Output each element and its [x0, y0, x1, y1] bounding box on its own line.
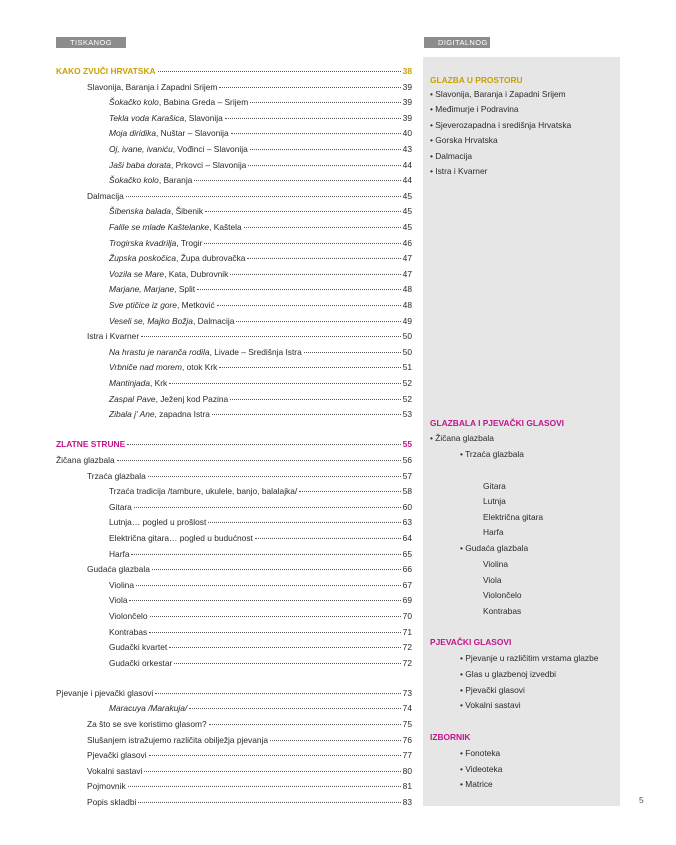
toc-entry-text: , Prkovci – Slavonija — [170, 159, 247, 170]
toc-entry-label — [87, 717, 207, 731]
dot-leader — [212, 414, 401, 415]
toc-entry-title: Trogirska kvadrilja — [109, 237, 177, 248]
toc-entry-label — [109, 204, 203, 218]
toc-page-number: 80 — [402, 765, 412, 776]
toc-entry-title: Šokačko kolo — [109, 175, 159, 186]
toc-entry-text: Žičana glazbala — [56, 454, 115, 465]
toc-page-number: 53 — [402, 409, 412, 420]
dot-leader — [205, 211, 401, 212]
toc-page-number: 71 — [402, 626, 412, 637]
toc-entry-title: Šibenska balada — [109, 206, 171, 217]
toc-entry-text: , Trogir — [176, 237, 203, 248]
toc-entry-text: Slušanjem istražujemo različita obilježja pjevanja — [87, 734, 269, 745]
toc-page-number: 45 — [402, 190, 412, 201]
toc-entry-text: , Livade – Središnja Istra — [209, 346, 302, 357]
toc-entry-label — [109, 515, 206, 529]
toc-entry-text: Trzaća tradicija /tambure, ukulele, banjo, balalajka/ — [109, 486, 298, 497]
dot-leader — [158, 71, 401, 72]
toc-entry-label — [87, 748, 147, 762]
toc-entry-label — [109, 376, 167, 390]
toc-entry — [56, 158, 412, 172]
panel-section-heading: IZBORNIK — [430, 732, 471, 742]
toc-entry-text: Električna gitara… pogled u budućnost — [109, 532, 253, 543]
toc-entry-text: , Dalmacija — [192, 315, 235, 326]
dot-leader — [209, 724, 401, 725]
toc-entry-text: Popis skladbi — [87, 797, 137, 807]
toc-entry-text: Istra i Kvarner — [87, 331, 140, 342]
panel-list-item[interactable]: • Trzaća glazbala — [460, 449, 524, 459]
toc-entry-label — [109, 484, 297, 498]
toc-entry — [56, 609, 412, 623]
toc-entry-label — [109, 500, 132, 514]
toc-page-number: 52 — [402, 378, 412, 388]
panel-list-item[interactable]: • Dalmacija — [430, 151, 473, 161]
dot-leader — [250, 102, 400, 103]
toc-page-number: 49 — [402, 315, 412, 326]
toc-entry-label — [87, 562, 150, 576]
toc-entry — [56, 578, 412, 592]
toc-entry — [56, 484, 412, 498]
toc-entry — [56, 282, 412, 296]
toc-entry — [56, 236, 412, 250]
print-section-tag: TISKANOG — [56, 37, 126, 48]
panel-section-heading: PJEVAČKI GLASOVI — [430, 637, 512, 647]
toc-page-number: 48 — [402, 300, 412, 310]
toc-entry — [56, 531, 412, 545]
toc-entry — [56, 189, 412, 203]
panel-list-item[interactable]: Gitara — [483, 481, 506, 491]
toc-section-heading — [56, 437, 412, 451]
toc-entry-title: Vrbniče nad morem — [109, 362, 182, 373]
toc-entry-label — [109, 267, 228, 281]
toc-entry-label — [87, 764, 142, 778]
toc-entry-label — [109, 251, 245, 265]
toc-entry-label — [56, 437, 125, 451]
toc-entry-text: , otok Krk — [181, 362, 218, 373]
toc-entry-text: , Slavonija — [184, 112, 223, 123]
dot-leader — [247, 258, 400, 259]
toc-entry — [56, 173, 412, 187]
dot-leader — [197, 289, 401, 290]
toc-entry — [56, 220, 412, 234]
toc-entry-label — [109, 173, 192, 187]
toc-entry — [56, 640, 412, 654]
toc-entry-text: , Župa dubrovačka — [176, 253, 246, 264]
toc-entry-text: ZLATNE STRUNE — [56, 439, 126, 450]
toc-entry-label — [109, 609, 148, 623]
toc-page-number: 57 — [402, 470, 412, 481]
toc-section-heading — [56, 64, 412, 78]
dot-leader — [148, 476, 401, 477]
toc-entry — [56, 764, 412, 778]
toc-entry — [56, 329, 412, 343]
panel-list-item[interactable]: • Istra i Kvarner — [430, 166, 488, 176]
panel-list-item[interactable]: Lutnja — [483, 496, 506, 506]
toc-entry-title: Jaši baba dorata — [109, 159, 171, 170]
dot-leader — [138, 802, 400, 803]
toc-entry-text: Gitara — [109, 501, 132, 512]
toc-entry-title: Moja diridika — [109, 128, 157, 139]
toc-page-number: 55 — [402, 439, 412, 450]
toc-entry-title: Tekla voda Karašica — [109, 112, 185, 123]
dot-leader — [248, 165, 400, 166]
panel-list-item[interactable]: Harfa — [483, 527, 504, 537]
toc-entry-label — [109, 407, 210, 421]
panel-list-item[interactable]: • Videoteka — [460, 764, 503, 774]
toc-entry — [56, 407, 412, 421]
toc-entry — [56, 686, 412, 700]
dot-leader — [194, 180, 400, 181]
toc-page-number: 58 — [402, 486, 412, 497]
toc-entry — [56, 562, 412, 576]
toc-entry — [56, 500, 412, 514]
toc-entry-label — [109, 593, 127, 607]
toc-page-number: 52 — [402, 393, 412, 404]
toc-entry-text: , Kaštela — [209, 222, 242, 232]
toc-entry-text: KAKO ZVUČI HRVATSKA — [56, 66, 156, 76]
toc-entry — [56, 656, 412, 670]
toc-entry-title: Marjane, Marjane — [109, 284, 175, 295]
dot-leader — [169, 647, 400, 648]
toc-entry — [56, 376, 412, 390]
toc-page-number: 60 — [402, 501, 412, 512]
toc-entry-label — [109, 158, 246, 172]
toc-page-number: 72 — [402, 642, 412, 653]
panel-list-item[interactable]: • Glas u glazbenoj izvedbi — [460, 669, 557, 679]
panel-list-item[interactable]: • Gudaća glazbala — [460, 543, 529, 553]
panel-section-heading: GLAZBALA I PJEVAČKI GLASOVI — [430, 418, 565, 428]
toc-page-number: 50 — [402, 346, 412, 357]
toc-entry-label — [87, 189, 124, 203]
toc-page-number: 38 — [402, 66, 412, 76]
dot-leader — [152, 569, 401, 570]
toc-page-number: 47 — [402, 253, 412, 264]
toc-page-number: 66 — [402, 564, 412, 575]
toc-page-number: 73 — [402, 687, 412, 698]
panel-list-item[interactable]: • Međimurje i Podravina — [430, 104, 519, 114]
dot-leader — [230, 399, 400, 400]
toc-entry — [56, 345, 412, 359]
toc-page-number: 44 — [402, 175, 412, 186]
toc-page-number: 63 — [402, 517, 412, 528]
toc-entry — [56, 360, 412, 374]
toc-page-number: 45 — [402, 206, 412, 217]
digital-section-tag: DIGITALNOG — [424, 37, 490, 48]
toc-entry — [56, 593, 412, 607]
digital-content-panel — [423, 57, 620, 806]
dot-leader — [236, 321, 400, 322]
toc-entry-text: Harfa — [109, 548, 130, 559]
toc-entry-text: , Baranja — [158, 175, 193, 186]
toc-entry — [56, 267, 412, 281]
toc-entry — [56, 80, 412, 94]
panel-list-item[interactable]: • Pjevački glasovi — [460, 685, 525, 695]
dot-leader — [230, 274, 400, 275]
toc-entry-label — [109, 578, 134, 592]
dot-leader — [270, 740, 401, 741]
toc-entry-text: Dalmacija — [87, 190, 124, 201]
toc-page-number: 39 — [402, 97, 412, 108]
toc-entry-text: , Metković — [176, 300, 215, 310]
dot-leader — [141, 336, 401, 337]
toc-entry — [56, 111, 412, 125]
dot-leader — [131, 554, 400, 555]
toc-entry-title: Sve ptičice iz gore — [109, 300, 177, 310]
toc-entry-text: , Nuštar – Slavonija — [156, 128, 229, 139]
panel-list-item[interactable]: Viola — [483, 575, 502, 585]
toc-entry-label — [109, 298, 215, 312]
panel-list-item[interactable]: • Vokalni sastavi — [460, 700, 521, 710]
toc-entry-text: Trzaća glazbala — [87, 470, 146, 481]
toc-entry — [56, 547, 412, 561]
panel-list-item[interactable]: Električna gitara — [483, 512, 544, 522]
dot-leader — [136, 585, 401, 586]
toc-entry-label — [109, 392, 228, 406]
toc-entry-text: Kontrabas — [109, 626, 148, 637]
toc-entry-label — [109, 126, 229, 140]
toc-page-number: 46 — [402, 237, 412, 248]
toc-page-number: 50 — [402, 331, 412, 342]
dot-leader — [189, 708, 400, 709]
toc-entry — [56, 142, 412, 156]
toc-entry-text: Za što se sve koristimo glasom? — [87, 719, 207, 729]
panel-list-item[interactable]: Kontrabas — [483, 606, 522, 616]
toc-page-number: 67 — [402, 579, 412, 590]
toc-entry — [56, 453, 412, 467]
toc-entry-label — [109, 95, 248, 109]
toc-entry-label — [109, 640, 167, 654]
page-number: 5 — [639, 795, 644, 805]
dot-leader — [231, 133, 401, 134]
toc-entry — [56, 625, 412, 639]
toc-entry — [56, 95, 412, 109]
toc-entry-title: Veseli se, Majko Božja — [109, 315, 193, 326]
dot-leader — [219, 87, 400, 88]
toc-entry-title: Na hrastu je naranča rodila — [109, 346, 210, 357]
toc-entry — [56, 126, 412, 140]
toc-page-number: 43 — [402, 144, 412, 154]
toc-entry-text: Slavonija, Baranja i Zapadni Srijem — [87, 81, 218, 92]
panel-list-item[interactable]: • Fonoteka — [460, 748, 501, 758]
toc-entry-text: Gudački kvartet — [109, 642, 168, 653]
panel-list-item[interactable]: • Matrice — [460, 779, 493, 789]
toc-page-number: 75 — [402, 719, 412, 729]
dot-leader — [134, 507, 401, 508]
toc-entry-label — [109, 531, 253, 545]
toc-page-number: 72 — [402, 657, 412, 668]
toc-entry — [56, 314, 412, 328]
toc-entry-text: , Ježenj kod Pazina — [155, 393, 229, 404]
dot-leader — [174, 663, 400, 664]
toc-page-number: 47 — [402, 268, 412, 279]
toc-entry-title: Vozila se Mare — [109, 268, 165, 279]
toc-entry — [56, 515, 412, 529]
toc-page-number: 69 — [402, 595, 412, 606]
dot-leader — [126, 196, 401, 197]
toc-page-number: 45 — [402, 222, 412, 232]
toc-page-number: 81 — [402, 781, 412, 792]
toc-entry-title: Maracuya /Marakuja/ — [109, 703, 188, 714]
toc-entry-title: Falile se mlade Kaštelanke — [109, 222, 210, 232]
dot-leader — [244, 227, 401, 228]
panel-list-item[interactable]: • Žičana glazbala — [430, 433, 494, 443]
dot-leader — [149, 632, 400, 633]
toc-entry — [56, 251, 412, 265]
toc-page-number: 64 — [402, 532, 412, 543]
toc-entry-label — [109, 656, 172, 670]
panel-section-heading: GLAZBA U PROSTORU — [430, 75, 523, 85]
toc-page-number: 39 — [402, 112, 412, 123]
toc-page-number: 74 — [402, 703, 412, 714]
panel-list-item[interactable]: • Pjevanje u različitim vrstama glazbe — [460, 653, 599, 663]
toc-entry-text: Viola — [109, 595, 128, 606]
toc-page-number: 70 — [402, 610, 412, 621]
toc-entry-text: , Babina Greda – Srijem — [158, 97, 249, 108]
toc-entry — [56, 748, 412, 762]
dot-leader — [219, 367, 400, 368]
dot-leader — [117, 460, 401, 461]
toc-page-number: 51 — [402, 362, 412, 373]
toc-entry-label — [109, 282, 195, 296]
dot-leader — [144, 771, 400, 772]
toc-entry-title: Mantinjada — [109, 378, 150, 388]
dot-leader — [150, 616, 401, 617]
toc-entry-label — [87, 795, 136, 809]
dot-leader — [169, 383, 400, 384]
panel-list-item[interactable]: • Sjeverozapadna i središnja Hrvatska — [430, 120, 572, 130]
panel-list-item[interactable]: Violina — [483, 559, 508, 569]
toc-entry-title: Šokačko kolo — [109, 97, 159, 108]
toc-entry-text: Pjevanje i pjevački glasovi — [56, 687, 154, 698]
dot-leader — [255, 538, 401, 539]
toc-entry-label — [87, 779, 126, 793]
toc-entry-label — [109, 142, 248, 156]
dot-leader — [155, 693, 400, 694]
toc-entry-label — [109, 111, 223, 125]
toc-entry — [56, 298, 412, 312]
toc-entry-title: Župska poskočica — [109, 253, 177, 264]
toc-entry-label — [87, 80, 217, 94]
toc-entry-text: , Šibenik — [170, 206, 204, 217]
panel-list-item[interactable]: • Gorska Hrvatska — [430, 135, 498, 145]
toc-entry-label — [87, 733, 268, 747]
toc-entry-label — [87, 469, 146, 483]
toc-entry-label — [87, 329, 139, 343]
toc-entry-text: Violončelo — [109, 610, 148, 621]
dot-leader — [304, 352, 401, 353]
toc-entry-label — [109, 701, 187, 715]
toc-entry — [56, 779, 412, 793]
dot-leader — [129, 600, 400, 601]
toc-entry-label — [109, 220, 242, 234]
toc-entry-text: , zapadna Istra — [154, 409, 210, 420]
toc-entry-title: Zibala j' Ane — [109, 409, 155, 420]
toc-entry — [56, 733, 412, 747]
dot-leader — [208, 522, 400, 523]
toc-entry-text: Lutnja… pogled u prošlost — [109, 517, 207, 528]
toc-entry-label — [56, 64, 156, 78]
toc-entry-label — [56, 686, 153, 700]
toc-entry-title: Oj, ivane, ivaniću — [109, 144, 173, 154]
toc-page-number: 83 — [402, 797, 412, 807]
toc-page-number: 77 — [402, 750, 412, 761]
toc-entry-label — [109, 236, 202, 250]
toc-page-number: 76 — [402, 734, 412, 745]
toc-entry-text: , Krk — [149, 378, 168, 388]
toc-entry-label — [109, 360, 217, 374]
toc-page-number: 56 — [402, 454, 412, 465]
toc-entry — [56, 469, 412, 483]
panel-list-item[interactable]: Violončelo — [483, 590, 522, 600]
dot-leader — [149, 755, 401, 756]
toc-entry-label — [109, 314, 234, 328]
toc-entry-label — [109, 345, 302, 359]
toc-entry — [56, 795, 412, 809]
toc-page-number: 65 — [402, 548, 412, 559]
dot-leader — [225, 118, 401, 119]
toc-entry — [56, 701, 412, 715]
toc-entry-label — [56, 453, 115, 467]
toc-entry-text: Pjevački glasovi — [87, 750, 147, 761]
toc-entry-label — [109, 625, 147, 639]
toc-page-number: 48 — [402, 284, 412, 295]
dot-leader — [204, 243, 400, 244]
toc-page-number: 44 — [402, 159, 412, 170]
dot-leader — [127, 444, 401, 445]
toc-entry-text: Gudaća glazbala — [87, 564, 150, 575]
toc-entry-text: Violina — [109, 579, 134, 590]
dot-leader — [217, 305, 401, 306]
dot-leader — [128, 786, 401, 787]
panel-list-item[interactable]: • Slavonija, Baranja i Zapadni Srijem — [430, 89, 566, 99]
dot-leader — [250, 149, 401, 150]
toc-entry-text: Gudački orkestar — [109, 657, 173, 668]
toc-entry-text: , Vođinci – Slavonija — [172, 144, 248, 154]
toc-entry-text: Pojmovnik — [87, 781, 126, 792]
toc-entry-text: , Kata, Dubrovnik — [164, 268, 229, 279]
toc-entry — [56, 392, 412, 406]
toc-entry — [56, 204, 412, 218]
dot-leader — [299, 491, 400, 492]
toc-entry-label — [109, 547, 129, 561]
toc-page-number: 40 — [402, 128, 412, 139]
toc-page-number: 39 — [402, 81, 412, 92]
toc-entry-text: , Split — [174, 284, 196, 295]
toc-entry-text: Vokalni sastavi — [87, 765, 143, 776]
toc-entry-title: Zaspal Pave — [109, 393, 156, 404]
toc-entry — [56, 717, 412, 731]
